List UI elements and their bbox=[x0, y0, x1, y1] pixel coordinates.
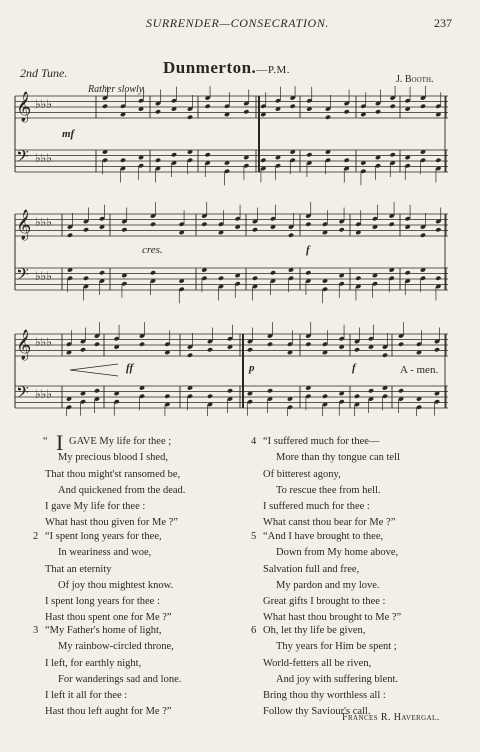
note-head bbox=[267, 342, 273, 347]
verse-1 bbox=[43, 430, 186, 532]
composer: J. Booth. bbox=[396, 74, 434, 85]
verse-line: World-fetters all be riven, bbox=[263, 657, 372, 669]
tune-heading bbox=[0, 58, 480, 85]
note-head bbox=[354, 394, 360, 399]
verse-line: Salvation full and free, bbox=[263, 563, 360, 575]
verse-line: Hast thou spent one for Me ?” bbox=[45, 612, 172, 624]
note-head bbox=[435, 276, 441, 281]
verse-line: More than thy tongue can tell bbox=[276, 452, 400, 464]
note-head bbox=[252, 276, 258, 281]
note-head bbox=[305, 342, 311, 347]
note-head bbox=[344, 158, 350, 163]
note-head bbox=[243, 109, 249, 114]
verse-2 bbox=[33, 529, 174, 627]
bass-clef: 𝄢 bbox=[16, 146, 29, 170]
verse-number: 5 bbox=[251, 531, 257, 542]
note-head bbox=[398, 388, 404, 393]
verse-line: Bring thou thy worthless all : bbox=[263, 690, 386, 702]
note-head bbox=[290, 104, 296, 109]
staff-system bbox=[15, 209, 448, 290]
verse-line: I left, for earthly night, bbox=[45, 657, 142, 669]
verse-4 bbox=[251, 434, 400, 532]
note-head bbox=[83, 276, 89, 281]
staff-systems bbox=[15, 91, 448, 408]
dynamic-p: p bbox=[249, 362, 255, 374]
verse-line: Great gifts I brought to thee : bbox=[263, 596, 386, 608]
note-head bbox=[355, 276, 361, 281]
author-attribution: Frances R. Havergal. bbox=[342, 712, 440, 723]
verse-line: I suffered much for thee : bbox=[263, 501, 370, 513]
drop-cap: I bbox=[56, 430, 64, 455]
verse-line: What hast thou given for Me ?” bbox=[45, 517, 178, 529]
key-signature: ♭♭♭ bbox=[35, 269, 52, 283]
note-head bbox=[389, 222, 395, 227]
note-head bbox=[375, 109, 381, 114]
key-signature: ♭♭♭ bbox=[35, 215, 52, 229]
dynamic-f-final: f bbox=[352, 362, 356, 374]
note-head bbox=[398, 342, 404, 347]
verse-line: “ I GAVE My life for thee ; bbox=[43, 430, 172, 455]
note-head bbox=[420, 104, 426, 109]
verse-number: 3 bbox=[33, 625, 39, 636]
note-head bbox=[344, 109, 350, 114]
note-head bbox=[227, 388, 233, 393]
dynamic-f: f bbox=[306, 244, 310, 256]
note-head bbox=[205, 152, 211, 157]
note-head bbox=[305, 270, 311, 275]
verse-line: Thy years for Him be spent ; bbox=[276, 641, 397, 653]
verse-line: 4 “I suffered much for thee— bbox=[263, 434, 400, 450]
tune-meter: —P.M. bbox=[256, 64, 290, 76]
note-head bbox=[306, 152, 312, 157]
crescendo-hairpin bbox=[70, 364, 118, 376]
note-head bbox=[139, 342, 145, 347]
note-head bbox=[187, 353, 193, 358]
verse-line: My precious blood I shed, bbox=[58, 452, 168, 464]
verse-line: Of bitterest agony, bbox=[263, 468, 341, 480]
tune-title bbox=[163, 58, 290, 78]
note-head bbox=[155, 109, 161, 114]
verse-line: To rescue thee from hell. bbox=[276, 484, 381, 496]
verse-line: I gave My life for thee : bbox=[45, 501, 146, 513]
verse-line: That thou might'st ransomed be, bbox=[45, 468, 181, 480]
note-head bbox=[207, 394, 213, 399]
note-head bbox=[434, 347, 440, 352]
running-title: SURRENDER—CONSECRATION. bbox=[146, 16, 330, 30]
verse-5 bbox=[251, 529, 402, 627]
verse-line: 5 “And I have brought to thee, bbox=[263, 529, 401, 545]
bass-clef: 𝄢 bbox=[16, 264, 29, 288]
hairpin-line bbox=[70, 364, 118, 370]
note-head bbox=[382, 353, 388, 358]
note-head bbox=[339, 227, 345, 232]
note-head bbox=[405, 270, 411, 275]
note-head bbox=[270, 270, 276, 275]
note-head bbox=[80, 347, 86, 352]
note-head bbox=[94, 388, 100, 393]
hairpin-line bbox=[70, 370, 118, 376]
note-head bbox=[150, 222, 156, 227]
key-signature: ♭♭♭ bbox=[35, 151, 52, 165]
note-head bbox=[94, 342, 100, 347]
verse-line: Follow thy Saviour's call. bbox=[263, 706, 371, 718]
note-head bbox=[252, 227, 258, 232]
verse-line: Down from My home above, bbox=[276, 547, 399, 559]
page-number: 237 bbox=[434, 16, 452, 30]
tune-label: 2nd Tune. bbox=[20, 66, 68, 80]
verse-line: 2 “I spent long years for thee, bbox=[45, 529, 173, 545]
note-head bbox=[420, 233, 426, 238]
note-head bbox=[247, 347, 253, 352]
note-head bbox=[102, 104, 108, 109]
verse-line: In weariness and woe, bbox=[58, 547, 152, 559]
note-head bbox=[83, 227, 89, 232]
key-signature: ♭♭♭ bbox=[35, 387, 52, 401]
note-head bbox=[368, 388, 374, 393]
verse-line: My pardon and my love. bbox=[276, 579, 380, 591]
running-header bbox=[0, 16, 480, 38]
note-head bbox=[205, 104, 211, 109]
tune-name: Dunmerton. bbox=[163, 58, 257, 77]
amen-lyric: A - men. bbox=[400, 364, 439, 376]
treble-clef: 𝄞 bbox=[16, 210, 32, 240]
note-head bbox=[260, 158, 266, 163]
note-head bbox=[67, 233, 73, 238]
verse-number: 4 bbox=[251, 436, 257, 447]
note-head bbox=[325, 115, 331, 120]
note-head bbox=[267, 388, 273, 393]
verse-line: I spent long years for thee : bbox=[45, 596, 160, 608]
verse-line: And joy with suffering blent. bbox=[276, 673, 399, 685]
verse-number: 6 bbox=[251, 625, 257, 636]
bass-clef: 𝄢 bbox=[16, 382, 29, 406]
note-head bbox=[218, 276, 224, 281]
note-head bbox=[322, 394, 328, 399]
verse-line: Hast thou left aught for Me ?” bbox=[45, 706, 172, 718]
note-head bbox=[99, 270, 105, 275]
note-head bbox=[201, 222, 207, 227]
note-head bbox=[435, 158, 441, 163]
note-head bbox=[150, 270, 156, 275]
dynamic-mf: mf bbox=[62, 128, 75, 140]
treble-clef: 𝄞 bbox=[16, 92, 32, 122]
verse-line: 6 Oh, let thy life be given, bbox=[263, 623, 398, 639]
verse-line: I left it all for thee : bbox=[45, 690, 128, 702]
verse-line: What hast thou brought to Me ?” bbox=[263, 612, 402, 624]
note-head bbox=[288, 233, 294, 238]
note-head bbox=[305, 222, 311, 227]
note-head bbox=[120, 158, 126, 163]
verse-line: What canst thou bear for Me ?” bbox=[263, 517, 396, 529]
verse-number: 2 bbox=[33, 531, 39, 542]
key-signature: ♭♭♭ bbox=[35, 97, 52, 111]
note-head bbox=[121, 227, 127, 232]
treble-clef: 𝄞 bbox=[16, 330, 32, 360]
staff-system bbox=[15, 91, 448, 172]
verse-3 bbox=[33, 623, 182, 721]
dynamic-cres: cres. bbox=[142, 244, 163, 256]
verse-line: Of joy thou mightest know. bbox=[58, 579, 174, 591]
note-head bbox=[390, 152, 396, 157]
note-head bbox=[171, 152, 177, 157]
verse-line: My rainbow-circled throne, bbox=[58, 641, 174, 653]
verse-line: For wanderings sad and lone. bbox=[58, 673, 182, 685]
verse-6 bbox=[251, 623, 399, 721]
tempo-marking: Rather slowly. bbox=[88, 84, 146, 95]
verse-line: 3 “My Father's home of light, bbox=[45, 623, 181, 639]
dynamic-ff: ff bbox=[126, 362, 134, 374]
verse-line: And quickened from the dead. bbox=[58, 484, 186, 496]
note-head bbox=[354, 347, 360, 352]
key-signature: ♭♭♭ bbox=[35, 335, 52, 349]
note-head bbox=[390, 104, 396, 109]
note-head bbox=[155, 158, 161, 163]
note-head bbox=[187, 115, 193, 120]
note-head bbox=[435, 227, 441, 232]
note-head bbox=[164, 394, 170, 399]
opening-quote: “ bbox=[43, 436, 48, 447]
note-head bbox=[207, 347, 213, 352]
verse-line: That an eternity bbox=[45, 563, 112, 575]
